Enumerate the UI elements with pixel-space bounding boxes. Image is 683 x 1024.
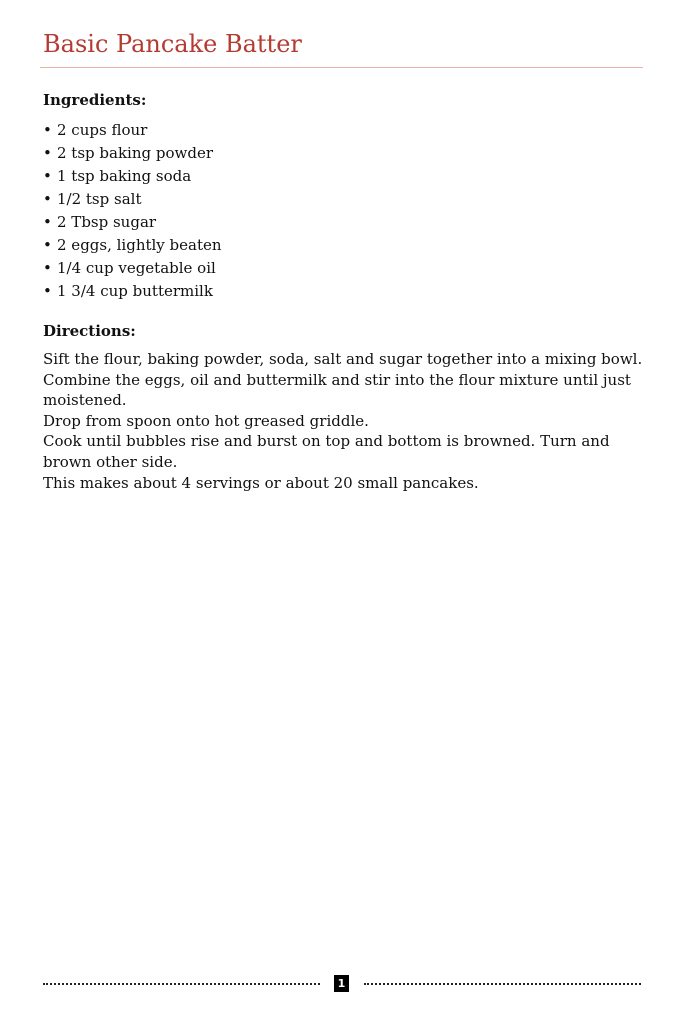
ingredient-item: • 1 tsp baking soda <box>43 165 222 188</box>
ingredient-item: • 2 tsp baking powder <box>43 142 222 165</box>
footer-dotted-rule-right <box>364 983 641 985</box>
ingredient-item: • 2 eggs, lightly beaten <box>43 234 222 257</box>
recipe-title: Basic Pancake Batter <box>43 30 302 58</box>
directions-text <box>43 349 643 493</box>
ingredients-list <box>43 119 222 303</box>
ingredient-item: • 2 cups flour <box>43 119 222 142</box>
directions-heading: Directions: <box>43 322 136 340</box>
footer-dotted-rule-left <box>43 983 320 985</box>
title-divider <box>40 67 643 68</box>
page-number: 1 <box>334 975 349 992</box>
direction-step: Cook until bubbles rise and burst on top and bottom is browned. Turn and brown other side. <box>43 432 610 471</box>
direction-step: This makes about 4 servings or about 20 small pancakes. <box>43 473 479 492</box>
ingredient-item: • 1 3/4 cup buttermilk <box>43 280 222 303</box>
ingredient-item: • 2 Tbsp sugar <box>43 211 222 234</box>
direction-step: Combine the eggs, oil and buttermilk and stir into the flour mixture until just moistened. <box>43 370 631 410</box>
direction-step: Sift the flour, baking powder, soda, salt and sugar together into a mixing bowl. <box>43 350 643 368</box>
ingredient-item: • 1/2 tsp salt <box>43 188 222 211</box>
ingredients-heading: Ingredients: <box>43 91 147 109</box>
direction-step: Drop from spoon onto hot greased griddle. <box>43 411 369 430</box>
ingredient-item: • 1/4 cup vegetable oil <box>43 257 222 280</box>
